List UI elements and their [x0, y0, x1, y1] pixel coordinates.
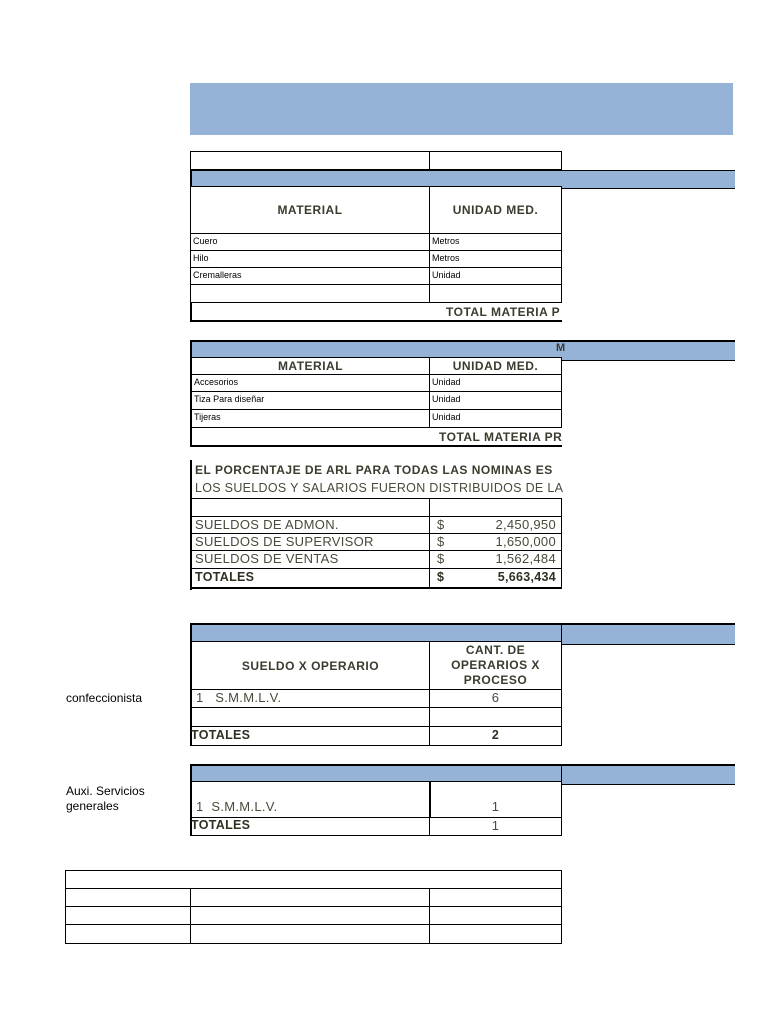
salary-empty-cell-a[interactable] — [190, 498, 430, 517]
bottom-grid-cell[interactable] — [65, 924, 191, 944]
table1-empty-cell-b[interactable] — [429, 151, 562, 170]
servicios-sueldo-value: 1 S.M.M.L.V. — [196, 799, 278, 814]
top-header-band — [190, 83, 733, 135]
operarios-empty-row-a[interactable] — [190, 707, 430, 727]
table2-row-unit[interactable]: Unidad — [429, 409, 562, 428]
salary-currency: $ — [437, 534, 445, 549]
salary-label: SUELDOS DE SUPERVISOR — [195, 534, 374, 549]
table1-empty-row-b[interactable] — [429, 284, 562, 303]
table1-total-label: TOTAL MATERIA P — [446, 305, 561, 319]
table1-row-material[interactable]: Hilo — [190, 250, 430, 268]
operarios-sueldo-value: 1 S.M.M.L.V. — [196, 690, 282, 705]
table1-row-unit[interactable]: Metros — [429, 250, 562, 268]
bottom-grid-header[interactable] — [65, 870, 562, 889]
bottom-grid-cell[interactable] — [429, 888, 562, 907]
table2-row-unit[interactable]: Unidad — [429, 374, 562, 392]
salary-total-currency: $ — [437, 570, 445, 584]
operarios-header-sueldo[interactable]: SUELDO X OPERARIO — [190, 641, 430, 690]
table2-title-text: M — [556, 342, 566, 354]
servicios-side-label: Auxi. Servicios generales — [66, 784, 145, 813]
arl-percentage-text: EL PORCENTAJE DE ARL PARA TODAS LAS NOMINAS ES — [195, 463, 553, 477]
bottom-grid-cell[interactable] — [429, 924, 562, 944]
servicios-total-value: 1 — [491, 818, 500, 833]
table1-row-material[interactable]: Cuero — [190, 233, 430, 251]
servicios-cantidad-value: 1 — [491, 799, 500, 814]
salary-currency: $ — [437, 517, 445, 532]
operarios-total-label: TOTALES — [191, 728, 251, 742]
bottom-grid-cell[interactable] — [190, 924, 430, 944]
table2-total-label: TOTAL MATERIA PR — [439, 430, 563, 444]
salary-empty-cell-b[interactable] — [429, 498, 562, 517]
salary-total-amount: 5,663,434 — [497, 570, 556, 584]
table1-row-unit[interactable]: Unidad — [429, 267, 562, 285]
bottom-grid-cell[interactable] — [429, 906, 562, 925]
salary-currency: $ — [437, 551, 445, 566]
table2-row-material[interactable]: Tijeras — [190, 409, 430, 428]
table2-row-material[interactable]: Tiza Para diseñar — [190, 391, 430, 410]
salary-label: SUELDOS DE ADMON. — [195, 517, 339, 532]
operarios-total-value: 2 — [491, 728, 500, 742]
table2-row-material[interactable]: Accesorios — [190, 374, 430, 392]
salary-label: SUELDOS DE VENTAS — [195, 551, 339, 566]
table1-row-unit[interactable]: Metros — [429, 233, 562, 251]
table1-empty-row-a[interactable] — [190, 284, 430, 303]
operarios-cantidad-value: 6 — [491, 690, 500, 705]
table1-header-unidad[interactable]: UNIDAD MED. — [429, 186, 562, 234]
bottom-grid-cell[interactable] — [190, 888, 430, 907]
servicios-title-band-divider — [561, 764, 562, 782]
operarios-side-label: confeccionista — [66, 691, 143, 705]
table1-empty-cell-a[interactable] — [190, 151, 430, 170]
servicios-total-label: TOTALES — [191, 818, 251, 832]
bottom-grid-cell[interactable] — [190, 906, 430, 925]
operarios-header-cantidad[interactable]: CANT. DE OPERARIOS X PROCESO — [429, 641, 562, 690]
salary-amount: 1,562,484 — [495, 551, 556, 566]
table1-row-material[interactable]: Cremalleras — [190, 267, 430, 285]
bottom-grid-cell[interactable] — [65, 888, 191, 907]
salary-amount: 1,650,000 — [495, 534, 556, 549]
salary-amount: 2,450,950 — [495, 517, 556, 532]
arl-distribution-text: LOS SUELDOS Y SALARIOS FUERON DISTRIBUIDOS DE LA — [195, 481, 564, 495]
operarios-title-band-divider — [561, 623, 562, 642]
table2-row-unit[interactable]: Unidad — [429, 391, 562, 410]
table2-header-unidad[interactable]: UNIDAD MED. — [429, 357, 562, 375]
bottom-grid-cell[interactable] — [65, 906, 191, 925]
table2-header-material[interactable]: MATERIAL — [190, 357, 430, 375]
operarios-empty-row-b[interactable] — [429, 707, 562, 727]
table1-header-material[interactable]: MATERIAL — [190, 186, 430, 234]
salary-total-label: TOTALES — [195, 570, 255, 584]
